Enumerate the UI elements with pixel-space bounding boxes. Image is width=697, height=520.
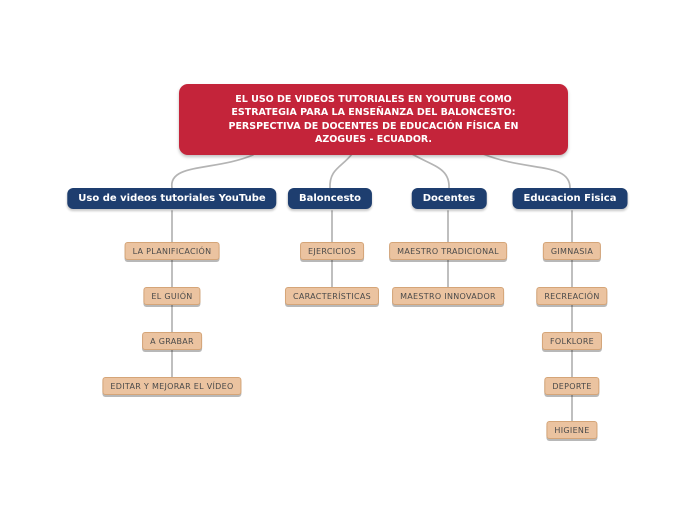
child-node-folklore[interactable]: FOLKLORE <box>542 332 602 350</box>
child-node-planificacion[interactable]: LA PLANIFICACIÓN <box>125 242 220 260</box>
branch-node-baloncesto[interactable]: Baloncesto <box>288 188 372 209</box>
child-node-gimnasia[interactable]: GIMNASIA <box>543 242 601 260</box>
child-node-maestro-innovador[interactable]: MAESTRO INNOVADOR <box>392 287 504 305</box>
child-node-editar-mejorar[interactable]: EDITAR Y MEJORAR EL VÍDEO <box>102 377 241 395</box>
connector-root-branch-4 <box>483 154 570 188</box>
child-node-guion[interactable]: EL GUIÓN <box>143 287 200 305</box>
connector-root-branch-3 <box>412 154 449 188</box>
branch-node-educacion-fisica[interactable]: Educacion Fisica <box>513 188 628 209</box>
child-node-ejercicios[interactable]: EJERCICIOS <box>300 242 364 260</box>
child-node-caracteristicas[interactable]: CARACTERÍSTICAS <box>285 287 379 305</box>
child-node-higiene[interactable]: HIGIENE <box>546 421 597 439</box>
child-node-maestro-tradicional[interactable]: MAESTRO TRADICIONAL <box>389 242 507 260</box>
root-node[interactable]: EL USO DE VIDEOS TUTORIALES EN YOUTUBE COMO ESTRATEGIA PARA LA ENSEÑANZA DEL BALONCESTO: PERSPECTIVA DE DOCENTES DE EDUCACIÓN FÍSICA EN AZOGUES - ECUADOR. <box>179 84 568 155</box>
connector-root-branch-1 <box>172 155 253 188</box>
child-node-grabar[interactable]: A GRABAR <box>142 332 202 350</box>
connector-root-branch-2 <box>330 154 352 188</box>
branch-node-docentes[interactable]: Docentes <box>412 188 487 209</box>
branch-node-videos-youtube[interactable]: Uso de videos tutoriales YouTube <box>67 188 276 209</box>
child-node-deporte[interactable]: DEPORTE <box>544 377 599 395</box>
child-node-recreacion[interactable]: RECREACIÓN <box>536 287 607 305</box>
